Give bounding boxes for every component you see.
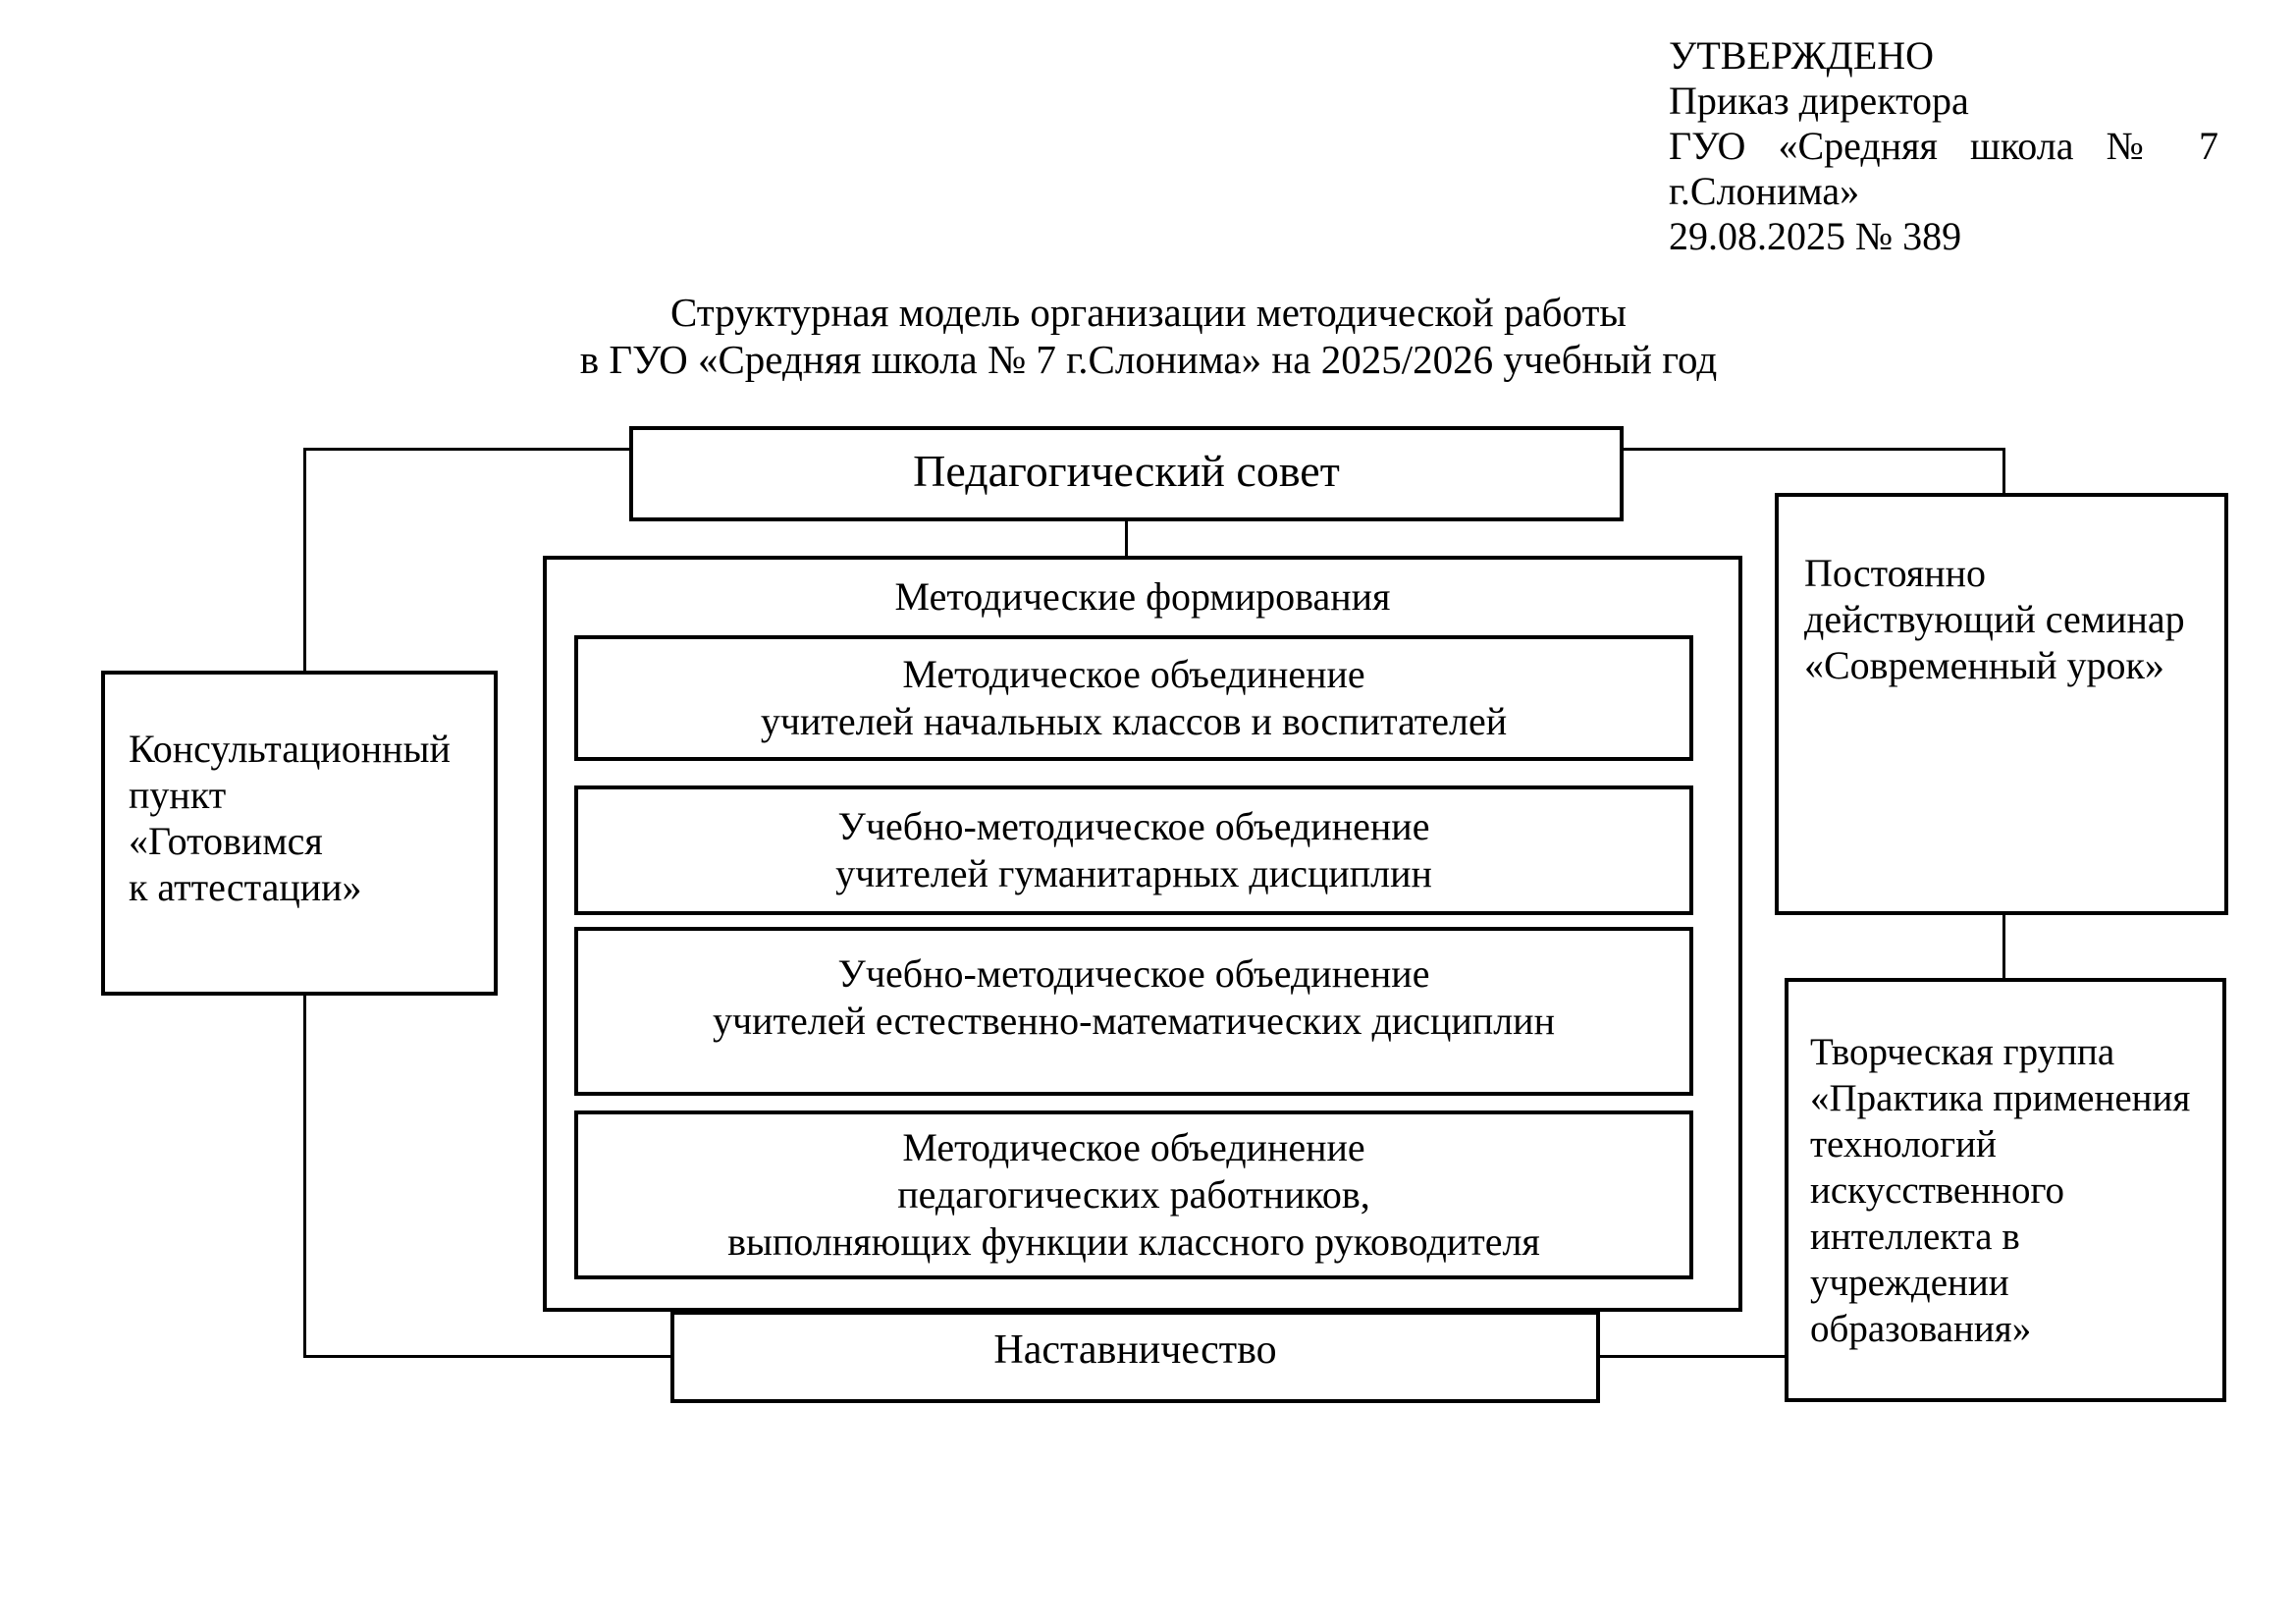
consultation-point-line-3: «Готовимся	[129, 819, 323, 863]
connector-seminar-top-vertical	[2002, 448, 2005, 493]
mo-primary-teachers-box	[574, 635, 1693, 761]
pedagogical-council-box	[629, 426, 1624, 521]
umo-humanities-box	[574, 785, 1693, 915]
mentorship-label: Наставничество	[993, 1327, 1277, 1373]
connector-pedsovet-right-horizontal	[1624, 448, 2002, 451]
connector-pedsovet-bottom-vertical	[1125, 521, 1128, 556]
method-formations-label: Методические формирования	[894, 574, 1391, 619]
umo-science-math-box	[574, 927, 1693, 1096]
creative-group-line-2: «Практика применения	[1810, 1077, 2191, 1119]
umo-humanities-line-1: Учебно-методическое объединение	[837, 804, 1430, 848]
approval-line-city: г.Слонима»	[1669, 169, 1860, 213]
mentorship-box	[670, 1311, 1600, 1403]
creative-group-line-6: учреждении	[1810, 1262, 2009, 1304]
approval-line-order: Приказ директора	[1669, 79, 1969, 123]
consultation-point-box	[101, 671, 498, 996]
permanent-seminar-line-3: «Современный урок»	[1804, 643, 2164, 687]
consultation-point-line-1: Консультационный	[129, 727, 451, 771]
connector-pedsovet-left-horizontal	[303, 448, 629, 451]
approval-block	[1669, 33, 2218, 259]
permanent-seminar-line-2: действующий семинар	[1804, 597, 2185, 641]
connector-seminar-bottom-vertical	[2002, 915, 2005, 978]
creative-group-box	[1785, 978, 2226, 1402]
mo-classroom-teachers-line-2: педагогических работников,	[897, 1172, 1370, 1217]
approval-line-date-number: 29.08.2025 № 389	[1669, 214, 1962, 258]
creative-group-line-4: искусственного	[1810, 1169, 2065, 1212]
connector-konsult-top-vertical	[303, 448, 306, 671]
creative-group-line-3: технологий	[1810, 1123, 1997, 1165]
permanent-seminar-box	[1775, 493, 2228, 915]
creative-group-line-5: интеллекта в	[1810, 1216, 2020, 1258]
connector-nastav-right-horizontal	[1600, 1355, 1785, 1358]
consultation-point-line-4: к аттестации»	[129, 865, 362, 909]
approval-line-school: ГУО «Средняя школа № 7	[1669, 124, 2218, 168]
creative-group-line-1: Творческая группа	[1810, 1031, 2115, 1073]
diagram-title-line-2: в ГУО «Средняя школа № 7 г.Слонима» на 2025/2026 учебный год	[579, 337, 1718, 382]
approval-line-stamp: УТВЕРЖДЕНО	[1669, 33, 1935, 78]
mo-classroom-teachers-line-3: выполняющих функции классного руководителя	[727, 1219, 1540, 1264]
mo-classroom-teachers-line-1: Методическое объединение	[902, 1125, 1365, 1169]
umo-humanities-line-2: учителей гуманитарных дисциплин	[835, 851, 1432, 895]
connector-konsult-bottom-vertical	[303, 996, 306, 1358]
mo-primary-teachers-line-2: учителей начальных классов и воспитателей	[760, 699, 1508, 743]
mo-primary-teachers-line-1: Методическое объединение	[902, 652, 1365, 696]
diagram-title	[344, 289, 1953, 383]
mo-classroom-teachers-box	[574, 1110, 1693, 1279]
umo-science-math-line-2: учителей естественно-математических дисциплин	[713, 999, 1555, 1043]
connector-nastav-left-horizontal	[303, 1355, 670, 1358]
pedagogical-council-label: Педагогический совет	[913, 446, 1340, 496]
creative-group-line-7: образования»	[1810, 1308, 2032, 1350]
diagram-title-line-1: Структурная модель организации методической работы	[670, 290, 1627, 335]
consultation-point-line-2: пункт	[129, 773, 227, 817]
permanent-seminar-line-1: Постоянно	[1804, 551, 1987, 595]
umo-science-math-line-1: Учебно-методическое объединение	[837, 951, 1430, 996]
